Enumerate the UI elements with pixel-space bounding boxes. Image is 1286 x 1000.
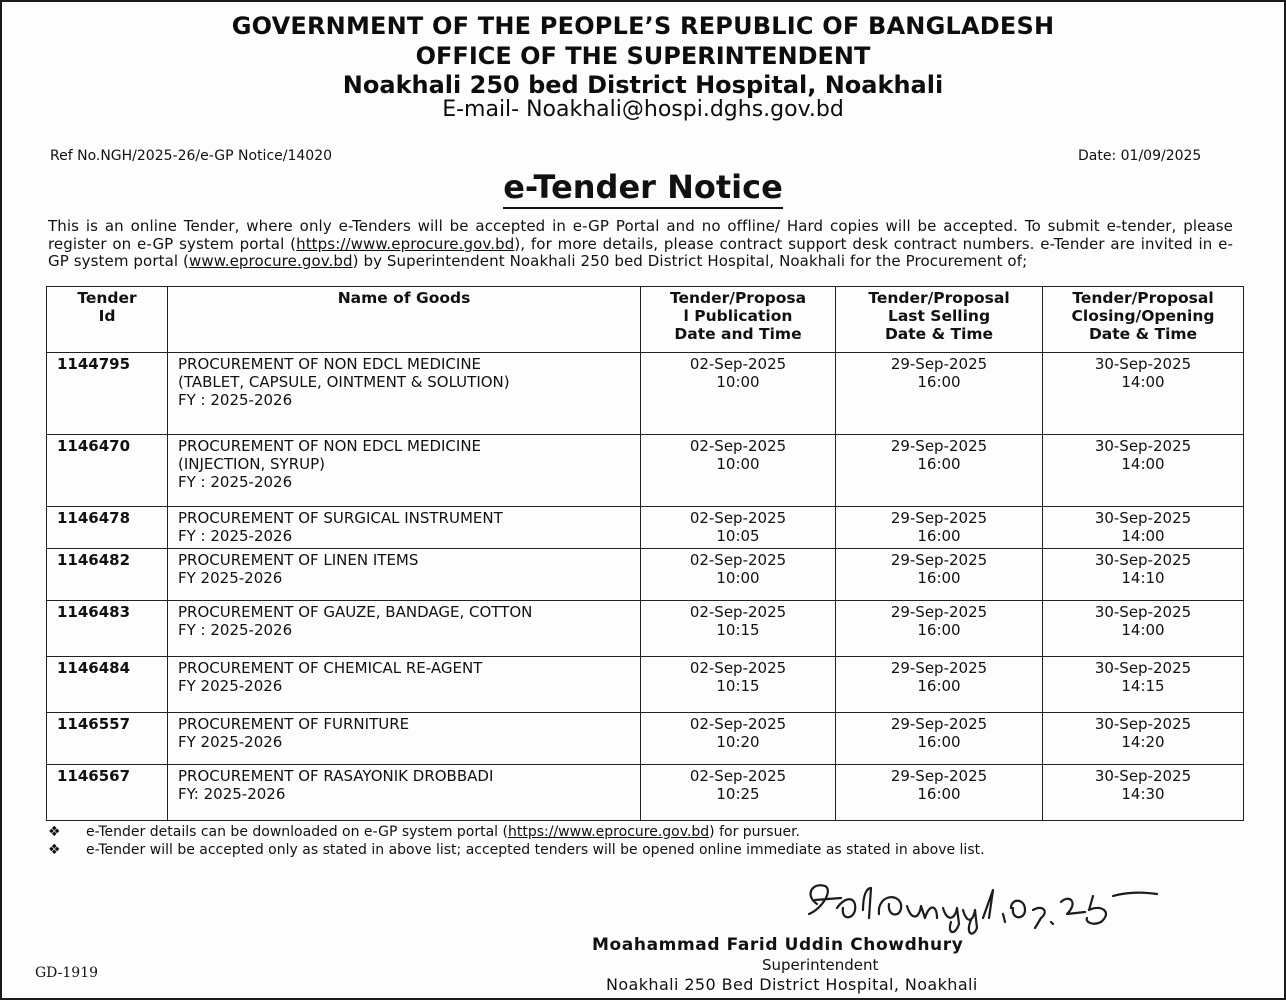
cell-line: PROCUREMENT OF SURGICAL INSTRUMENT (178, 509, 503, 527)
cell-line: 30-Sep-2025 (1094, 767, 1192, 785)
header-line: Tender/Proposal (1072, 289, 1214, 307)
intro-text-2: ), for more details, please contract support desk contract numbers. e-Tender are invited in e-GP system portal ( (48, 234, 1234, 270)
cell-line: 02-Sep-2025 (689, 437, 787, 455)
header-line: Id (98, 307, 116, 325)
goods-cell (168, 765, 641, 821)
col-header-last-selling (836, 287, 1043, 353)
cell-line: 30-Sep-2025 (1094, 551, 1192, 569)
col-header-publication (641, 287, 836, 353)
cell-line: FY 2025-2026 (178, 677, 283, 695)
diamond-bullet-icon: ❖ (48, 824, 61, 840)
publication-cell (641, 353, 836, 435)
last-selling-cell (836, 601, 1043, 657)
cell-line: 29-Sep-2025 (890, 715, 988, 733)
cell-line: 16:00 (917, 677, 961, 695)
cell-line: 29-Sep-2025 (890, 437, 988, 455)
cell-line: 14:00 (1121, 373, 1165, 391)
intro-text-1: This is an online Tender, where only e-Tenders will be accepted in e-GP Portal and no offline/ Hard copies will be accepted. To submit e-tender, please register on e-GP system portal ( (48, 217, 1233, 253)
cell-line: 29-Sep-2025 (890, 509, 988, 527)
last-selling-cell (836, 713, 1043, 765)
table-header-row (47, 287, 1244, 353)
cell-line: FY : 2025-2026 (178, 391, 293, 409)
note-text: ) for pursuer. (709, 824, 800, 840)
publication-cell (641, 549, 836, 601)
diamond-bullet-icon: ❖ (48, 842, 61, 858)
cell-line: 02-Sep-2025 (689, 551, 787, 569)
signatory-office: Noakhali 250 Bed District Hospital, Noakhali (606, 975, 978, 994)
cell-line: FY : 2025-2026 (178, 473, 293, 491)
closing-cell (1043, 549, 1244, 601)
cell-line: 16:00 (917, 373, 961, 391)
cell-line: 10:00 (716, 569, 760, 587)
tender-id-cell: 1146483 (47, 601, 168, 657)
cell-line: FY : 2025-2026 (178, 621, 293, 639)
goods-cell (168, 601, 641, 657)
notice-title-text: e-Tender Notice (503, 168, 783, 209)
closing-cell (1043, 435, 1244, 507)
cell-line: 29-Sep-2025 (890, 659, 988, 677)
cell-line: (TABLET, CAPSULE, OINTMENT & SOLUTION) (178, 373, 510, 391)
government-heading: GOVERNMENT OF THE PEOPLE’S REPUBLIC OF BANGLADESH (231, 12, 1055, 40)
tender-id-cell: 1146557 (47, 713, 168, 765)
cell-line: 30-Sep-2025 (1094, 603, 1192, 621)
cell-line: FY 2025-2026 (178, 569, 283, 587)
cell-line: 14:30 (1121, 785, 1165, 803)
goods-cell (168, 435, 641, 507)
header-line: Date and Time (674, 325, 802, 343)
cell-line: 16:00 (917, 785, 961, 803)
cell-line: 29-Sep-2025 (890, 603, 988, 621)
last-selling-cell (836, 507, 1043, 549)
cell-line: 16:00 (917, 527, 961, 545)
closing-cell (1043, 507, 1244, 549)
col-header-tender-id (47, 287, 168, 353)
cell-line: 29-Sep-2025 (890, 551, 988, 569)
table-row (47, 765, 1244, 821)
publication-cell (641, 765, 836, 821)
cell-line: 29-Sep-2025 (890, 767, 988, 785)
tender-id-cell: 1146478 (47, 507, 168, 549)
reference-number: Ref No.NGH/2025-26/e-GP Notice/14020 (50, 148, 333, 164)
closing-cell (1043, 353, 1244, 435)
cell-line: 16:00 (917, 733, 961, 751)
publication-cell (641, 507, 836, 549)
cell-line: 10:05 (716, 527, 760, 545)
publication-cell (641, 657, 836, 713)
notes-section (48, 823, 985, 859)
cell-line: 14:00 (1121, 527, 1165, 545)
office-heading: OFFICE OF THE SUPERINTENDENT (415, 42, 871, 70)
cell-line: PROCUREMENT OF NON EDCL MEDICINE (178, 437, 482, 455)
tender-id-cell: 1146484 (47, 657, 168, 713)
intro-paragraph (48, 218, 1233, 271)
cell-line: 10:00 (716, 373, 760, 391)
cell-line: 10:15 (716, 677, 760, 695)
cell-line: PROCUREMENT OF RASAYONIK DROBBADI (178, 767, 494, 785)
tender-rows (47, 353, 1244, 821)
goods-cell (168, 353, 641, 435)
note-item (48, 823, 985, 841)
cell-line: 02-Sep-2025 (689, 767, 787, 785)
cell-line: 30-Sep-2025 (1094, 509, 1192, 527)
last-selling-cell (836, 657, 1043, 713)
cell-line: 02-Sep-2025 (689, 659, 787, 677)
cell-line: PROCUREMENT OF FURNITURE (178, 715, 410, 733)
tender-id-cell: 1146482 (47, 549, 168, 601)
publication-cell (641, 713, 836, 765)
cell-line: FY : 2025-2026 (178, 527, 293, 545)
hospital-heading: Noakhali 250 bed District Hospital, Noakhali (342, 71, 944, 99)
cell-line: 14:00 (1121, 455, 1165, 473)
goods-cell (168, 507, 641, 549)
eprocure-link-1[interactable]: https://www.eprocure.gov.bd (296, 234, 515, 253)
eprocure-link-3[interactable]: https://www.eprocure.gov.bd (507, 824, 710, 840)
cell-line: 30-Sep-2025 (1094, 715, 1192, 733)
cell-line: 14:15 (1121, 677, 1165, 695)
publication-cell (641, 601, 836, 657)
cell-line: 14:10 (1121, 569, 1165, 587)
tender-table (46, 286, 1244, 821)
cell-line: PROCUREMENT OF GAUZE, BANDAGE, COTTON (178, 603, 533, 621)
last-selling-cell (836, 765, 1043, 821)
closing-cell (1043, 713, 1244, 765)
cell-line: 10:00 (716, 455, 760, 473)
note-text: e-Tender will be accepted only as stated in above list; accepted tenders will be opened online immediate as stated in above list. (86, 842, 985, 858)
header-line: Last Selling (887, 307, 991, 325)
cell-line: 29-Sep-2025 (890, 355, 988, 373)
cell-line: 10:20 (716, 733, 760, 751)
table-row (47, 507, 1244, 549)
document-code: GD-1919 (35, 965, 99, 981)
last-selling-cell (836, 353, 1043, 435)
tender-id-cell: 1144795 (47, 353, 168, 435)
closing-cell (1043, 657, 1244, 713)
cell-line: 02-Sep-2025 (689, 355, 787, 373)
header-line: Tender/Proposal (868, 289, 1010, 307)
header-line: Date & Time (1088, 325, 1198, 343)
last-selling-cell (836, 549, 1043, 601)
signatory-name: Moahammad Farid Uddin Chowdhury (592, 935, 964, 955)
table-row (47, 601, 1244, 657)
cell-line: 10:25 (716, 785, 760, 803)
email-line: E-mail- Noakhali@hospi.dghs.gov.bd (442, 97, 844, 122)
note-item (48, 841, 985, 859)
cell-line: (INJECTION, SYRUP) (178, 455, 326, 473)
cell-line: 16:00 (917, 569, 961, 587)
col-header-goods (168, 287, 641, 353)
cell-line: PROCUREMENT OF CHEMICAL RE-AGENT (178, 659, 483, 677)
cell-line: PROCUREMENT OF LINEN ITEMS (178, 551, 419, 569)
note-text: e-Tender details can be downloaded on e-GP system portal ( (86, 824, 508, 840)
table-row (47, 657, 1244, 713)
cell-line: 02-Sep-2025 (689, 715, 787, 733)
cell-line: 16:00 (917, 455, 961, 473)
table-row (47, 435, 1244, 507)
table-row (47, 549, 1244, 601)
table-row (47, 713, 1244, 765)
col-header-closing (1043, 287, 1244, 353)
tender-id-cell: 1146567 (47, 765, 168, 821)
goods-cell (168, 713, 641, 765)
publication-cell (641, 435, 836, 507)
header-line: Tender (77, 289, 137, 307)
cell-line: FY 2025-2026 (178, 733, 283, 751)
cell-line: 10:15 (716, 621, 760, 639)
notice-date: Date: 01/09/2025 (1078, 148, 1202, 164)
header-line: l Publication (683, 307, 793, 325)
closing-cell (1043, 601, 1244, 657)
cell-line: 30-Sep-2025 (1094, 659, 1192, 677)
cell-line: 30-Sep-2025 (1094, 355, 1192, 373)
cell-line: 14:00 (1121, 621, 1165, 639)
closing-cell (1043, 765, 1244, 821)
intro-text-3: ) by Superintendent Noakhali 250 bed District Hospital, Noakhali for the Procurement of; (352, 252, 1028, 270)
cell-line: 16:00 (917, 621, 961, 639)
cell-line: FY: 2025-2026 (178, 785, 286, 803)
cell-line: 30-Sep-2025 (1094, 437, 1192, 455)
table-row (47, 353, 1244, 435)
notice-title (2, 168, 1284, 206)
eprocure-link-2[interactable]: www.eprocure.gov.bd (188, 252, 353, 270)
cell-line: 02-Sep-2025 (689, 603, 787, 621)
header-line: Tender/Proposa (669, 289, 807, 307)
cell-line: 14:20 (1121, 733, 1165, 751)
goods-cell (168, 549, 641, 601)
goods-cell (168, 657, 641, 713)
cell-line: 02-Sep-2025 (689, 509, 787, 527)
header-line: Closing/Opening (1071, 307, 1215, 325)
cell-line: PROCUREMENT OF NON EDCL MEDICINE (178, 355, 482, 373)
handwritten-signature (797, 874, 1167, 936)
header-line: Name of Goods (337, 289, 471, 307)
signatory-designation: Superintendent (762, 956, 879, 974)
header-line: Date & Time (884, 325, 994, 343)
last-selling-cell (836, 435, 1043, 507)
tender-id-cell: 1146470 (47, 435, 168, 507)
